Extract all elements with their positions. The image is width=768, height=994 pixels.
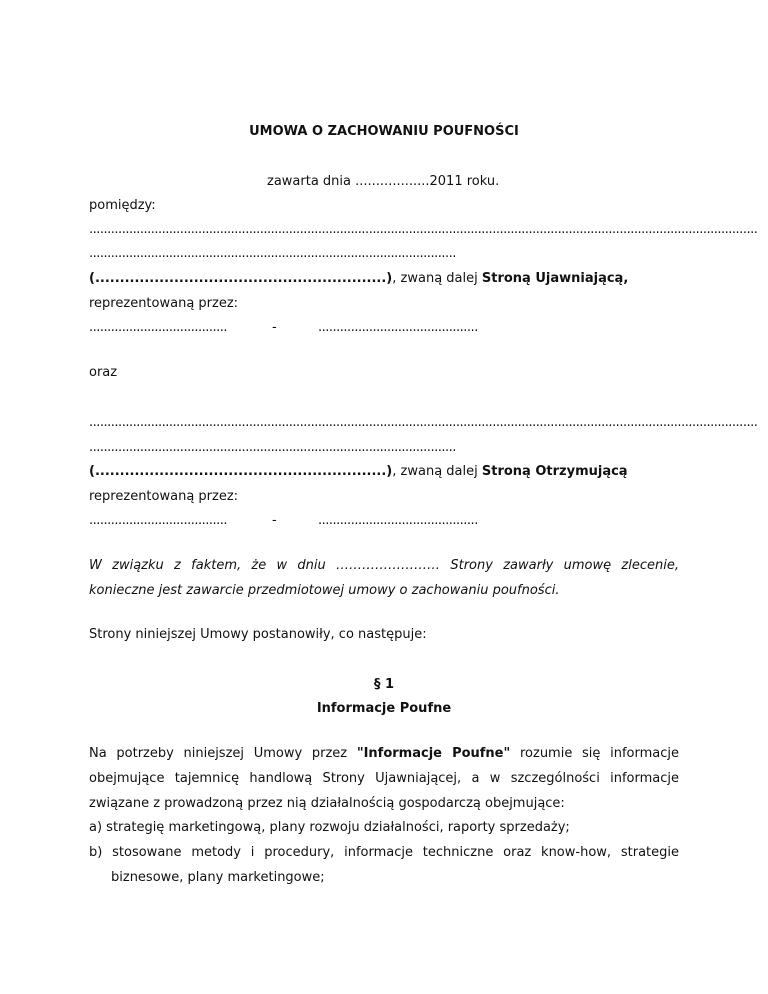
list-item-b-line-1: b) stosowane metody i procedury, informacje techniczne oraz know-how, strategie	[89, 845, 679, 860]
party2-represented: reprezentowaną przez:	[89, 489, 239, 504]
agreed-line: Strony niniejszej Umowy postanowiły, co następuje:	[89, 627, 427, 642]
party2-rep-dash: -	[272, 513, 277, 528]
party1-paren: (...........................................................)	[89, 271, 393, 286]
party1-called: , zwaną dalej	[392, 271, 482, 286]
intro-line-1: W związku z faktem, że w dniu …………………… Strony zawarły umowę zlecenie,	[89, 558, 679, 573]
party2-designation	[89, 464, 628, 480]
intro-line-2: konieczne jest zawarcie przedmiotowej umowy o zachowaniu poufności.	[89, 583, 560, 598]
section1-paragraph-line-2: obejmujące tajemnicę handlową Strony Ujawniającej, a w szczególności informacje	[89, 771, 679, 786]
document-title: UMOWA O ZACHOWANIU POUFNOŚCI	[249, 124, 519, 139]
between-label: pomiędzy:	[89, 198, 156, 213]
document-page	[89, 0, 758, 994]
party1-rep-dash: -	[272, 320, 277, 335]
party2-representatives	[89, 513, 490, 529]
p1-term: "Informacje Poufne"	[356, 746, 511, 761]
list-item-a: a) strategię marketingową, plany rozwoju działalności, raporty sprzedaży;	[89, 820, 570, 835]
party2-paren: (...........................................................)	[89, 464, 393, 479]
date-line: zawarta dnia ..................2011 roku.	[267, 174, 500, 189]
p1-after: rozumie się informacje	[510, 746, 679, 761]
party2-dots-long: ........................................................................................................................................................................................	[89, 415, 758, 430]
party2-called: , zwaną dalej	[392, 464, 482, 479]
party2-dots-short: .....................................................................................................	[89, 440, 456, 455]
section1-heading: Informacje Poufne	[316, 701, 452, 716]
party1-represented: reprezentowaną przez:	[89, 296, 239, 311]
and-label: oraz	[89, 365, 118, 380]
section1-number: § 1	[373, 677, 395, 692]
party2-rep-left: ......................................	[89, 513, 228, 528]
party1-designation	[89, 271, 628, 287]
party2-rep-right: ............................................	[318, 513, 478, 528]
section1-paragraph-line-3: związane z prowadzoną przez nią działalnością gospodarczą obejmujące:	[89, 796, 565, 811]
party2-name: Stroną Otrzymującą	[481, 464, 628, 479]
section1-paragraph-line-1	[89, 746, 679, 762]
party1-dots-long: ........................................................................................................................................................................................	[89, 222, 758, 237]
party1-name: Stroną Ujawniającą,	[481, 271, 629, 286]
party1-representatives	[89, 320, 490, 336]
party1-rep-left: ......................................	[89, 320, 228, 335]
party1-dots-short: .....................................................................................................	[89, 246, 456, 261]
party1-rep-right: ............................................	[318, 320, 478, 335]
p1-before: Na potrzeby niniejszej Umowy przez	[89, 746, 357, 761]
list-item-b-line-2: biznesowe, plany marketingowe;	[111, 870, 325, 885]
